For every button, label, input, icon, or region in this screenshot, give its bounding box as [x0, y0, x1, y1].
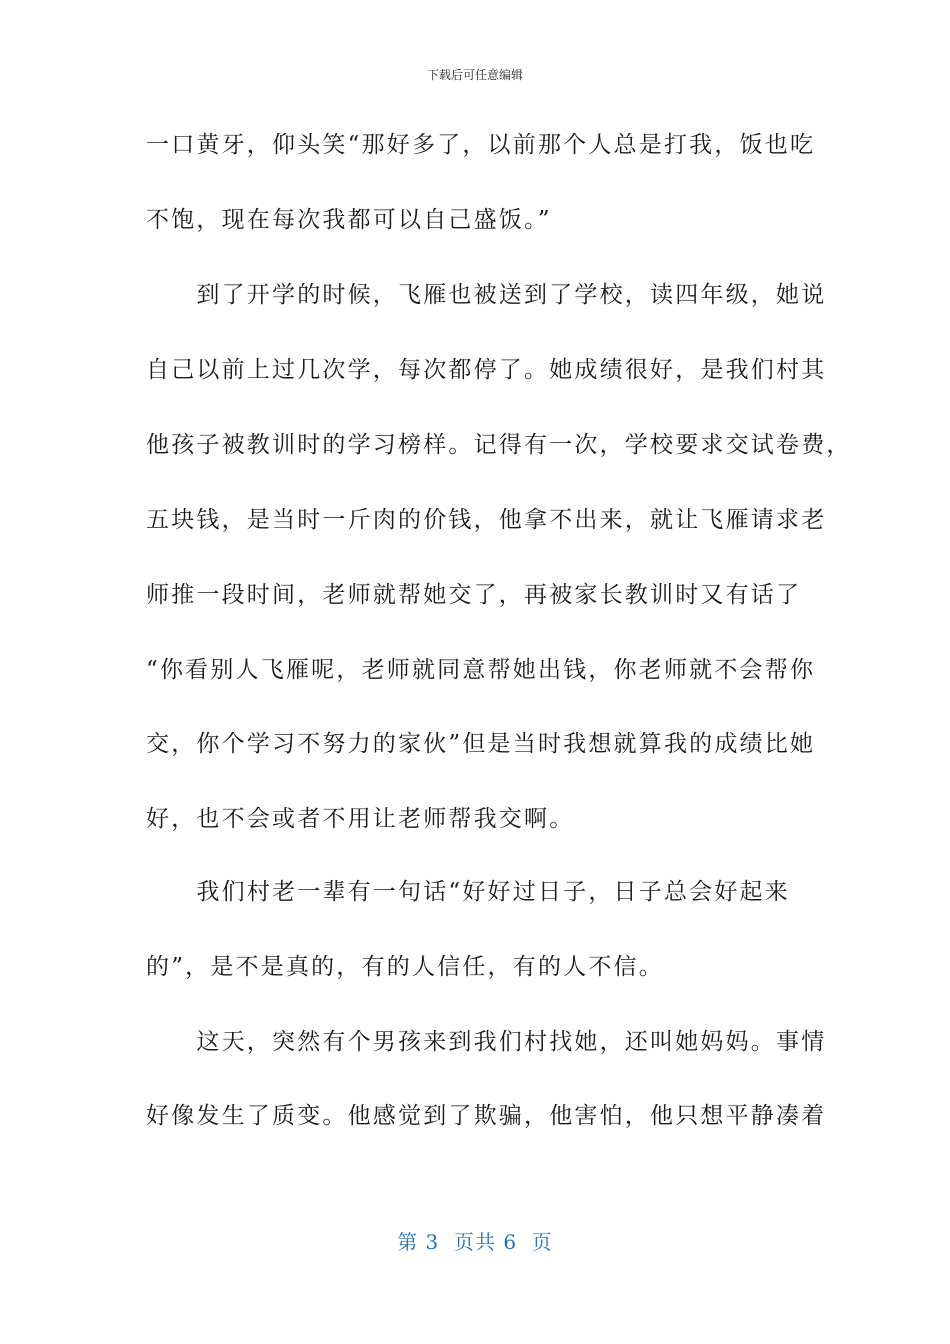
text-line: 交，你个学习不努力的家伙”但是当时我想就算我的成绩比她 [146, 731, 816, 757]
text-line: 他孩子被教训时的学习榜样。记得有一次，学校要求交试卷费， [146, 432, 852, 458]
text-line: 这天，突然有个男孩来到我们村找她，还叫她妈妈。事情 [146, 1029, 827, 1055]
text-line: 的”，是不是真的，有的人信任，有的人不信。 [146, 954, 664, 980]
text-line: 一口黄牙，仰头笑“那好多了，以前那个人总是打我，饭也吃 [146, 132, 816, 158]
text-line: 好，也不会或者不用让老师帮我交啊。 [146, 806, 575, 832]
page-header: 下载后可任意编辑 [426, 68, 523, 82]
text-line: 我们村老一辈有一句话“好好过日子，日子总会好起来 [146, 879, 790, 905]
text-line: 自己以前上过几次学，每次都停了。她成绩很好，是我们村其 [146, 357, 827, 383]
text-line: 师推一段时间，老师就帮她交了，再被家长教训时又有话了 [146, 582, 802, 608]
text-line: 五块钱，是当时一斤肉的价钱，他拿不出来，就让飞雁请求老 [146, 507, 827, 533]
page-footer: 第 3 页共 6 页 [397, 1230, 553, 1254]
text-line: 好像发生了质变。他感觉到了欺骗，他害怕，他只想平静凑着 [146, 1103, 827, 1129]
text-line: “你看别人飞雁呢，老师就同意帮她出钱，你老师就不会帮你 [146, 657, 816, 683]
text-line: 不饱，现在每次我都可以自己盛饭。” [146, 207, 552, 233]
text-line: 到了开学的时候，飞雁也被送到了学校，读四年级，她说 [146, 282, 827, 308]
